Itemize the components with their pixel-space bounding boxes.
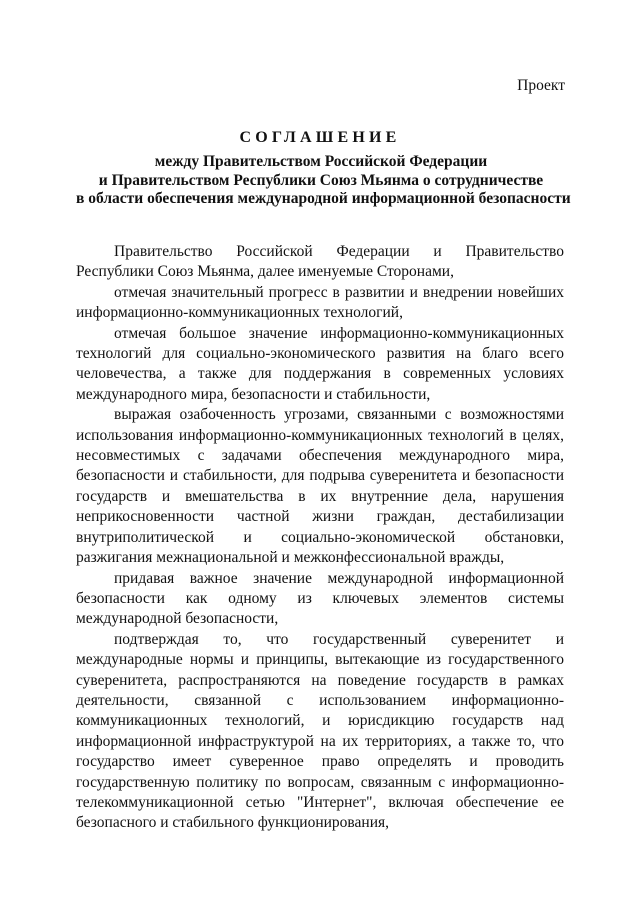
preamble-paragraph-sovereignty: подтверждая то, что государственный суверенитет и международные нормы и принципы, вытекающие из государственного суверенитета, распространяются на поведение государств в рамках деятельности, связанной с использованием информационно-коммуникационных технологий, и юрисдикцию государств над информационной инфраструктурой на их территориях, а также то, что государство имеет суверенное право определять и проводить государственную политику по вопросам, связанным с информационно-телекоммуникационной сетью "Интернет", включая обеспечение ее безопасного и стабильного функционирования, bbox=[76, 630, 564, 832]
subtitle-line: между Правительством Российской Федерации bbox=[154, 153, 488, 170]
preamble-paragraph-progress: отмечая значительный прогресс в развитии и внедрении новейших информационно-коммуникационных технологий, bbox=[76, 283, 564, 322]
draft-label: Проект bbox=[517, 77, 565, 94]
preamble-paragraph-parties: Правительство Российской Федерации и Правительство Республики Союз Мьянма, далее именуемые Сторонами, bbox=[76, 243, 564, 281]
preamble-paragraph-concern: выражая озабоченность угрозами, связанными с возможностями использования информационно-коммуникационных технологий в целях, несовместимых с задачами обеспечения международного мира, безопасности и стабильности, для подрыва суверенитета и безопасности государств и вмешательства в их внутренние дела, нарушения неприкосновенности частной жизни граждан, дестабилизации внутриполитической и социально-экономической обстановки, разжигания межнациональной и межконфессиональной вражды, bbox=[76, 406, 564, 567]
document-subtitle bbox=[76, 153, 571, 209]
preamble-paragraph-significance: придавая важное значение международной информационной безопасности как одному из ключевых элементов системы международной безопасности, bbox=[76, 569, 564, 628]
document-title: СОГЛАШЕНИЕ bbox=[239, 129, 401, 146]
subtitle-line: в области обеспечения международной информационной безопасности bbox=[76, 190, 571, 207]
document-body bbox=[76, 242, 564, 834]
subtitle-line: и Правительством Республики Союз Мьянма о сотрудничестве bbox=[98, 171, 544, 189]
preamble-paragraph-importance: отмечая большое значение информационно-коммуникационных технологий для социально-экономического развития на благо всего человечества, а также для поддержания в современных условиях международного мира, безопасности и стабильности, bbox=[76, 324, 564, 403]
